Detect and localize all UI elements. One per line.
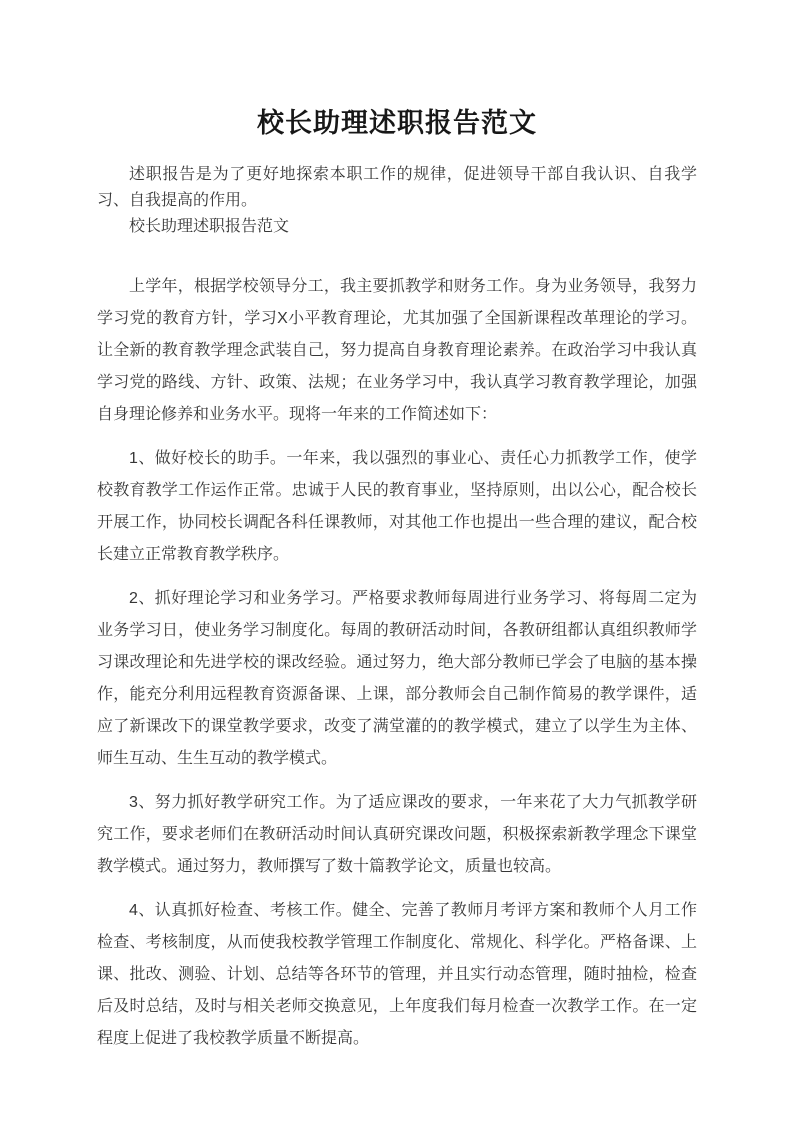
document-title: 校长助理述职报告范文 [257, 108, 537, 138]
paragraph-item-3: 3、努力抓好教学研究工作。为了适应课改的要求，一年来花了大力气抓教学研究工作，要求老师们在教研活动时间认真研究课改问题，积极探索新教学理念下课堂教学模式。通过努力，教师撰写了数十篇教学论文，质量也较高。 [97, 794, 697, 875]
paragraph-overview: 上学年，根据学校领导分工，我主要抓教学和财务工作。身为业务领导，我努力学习党的教育方针，学习X小平教育理论，尤其加强了全国新课程改革理论的学习。让全新的教育教学理念武装自己，努力提高自身教育理论素养。在政治学习中我认真学习党的路线、方针、政策、法规；在业务学习中，我认真学习教育教学理论，加强自身理论修养和业务水平。现将一年来的工作简述如下： [97, 278, 697, 423]
paragraph-item-1: 1、做好校长的助手。一年来，我以强烈的事业心、责任心力抓教学工作，使学校教育教学工作运作正常。忠诚于人民的教育事业，坚持原则，出以公心，配合校长开展工作，协同校长调配各科任课教师，对其他工作也提出一些合理的建议，配合校长建立正常教育教学秩序。 [97, 450, 697, 563]
paragraph-item-2: 2、抓好理论学习和业务学习。严格要求教师每周进行业务学习、将每周二定为业务学习日，使业务学习制度化。每周的教研活动时间，各教研组都认真组织教师学习课改理论和先进学校的课改经验。通过努力，绝大部分教师已学会了电脑的基本操作，能充分利用远程教育资源备课、上课，部分教师会自己制作简易的教学课件，适应了新课改下的课堂教学要求，改变了满堂灌的的教学模式，建立了以学生为主体、师生互动、生生互动的教学模式。 [97, 590, 697, 767]
intro-subtitle: 校长助理述职报告范文 [129, 218, 290, 235]
intro-paragraph: 述职报告是为了更好地探索本职工作的规律，促进领导干部自我认识、自我学习、自我提高的作用。 [97, 166, 697, 209]
paragraph-item-4: 4、认真抓好检查、考核工作。健全、完善了教师月考评方案和教师个人月工作检查、考核制度，从而使我校教学管理工作制度化、常规化、科学化。严格备课、上课、批改、测验、计划、总结等各环节的管理，并且实行动态管理，随时抽检，检查后及时总结，及时与相关老师交换意见，上年度我们每月检查一次教学工作。在一定程度上促进了我校教学质量不断提高。 [97, 902, 697, 1047]
